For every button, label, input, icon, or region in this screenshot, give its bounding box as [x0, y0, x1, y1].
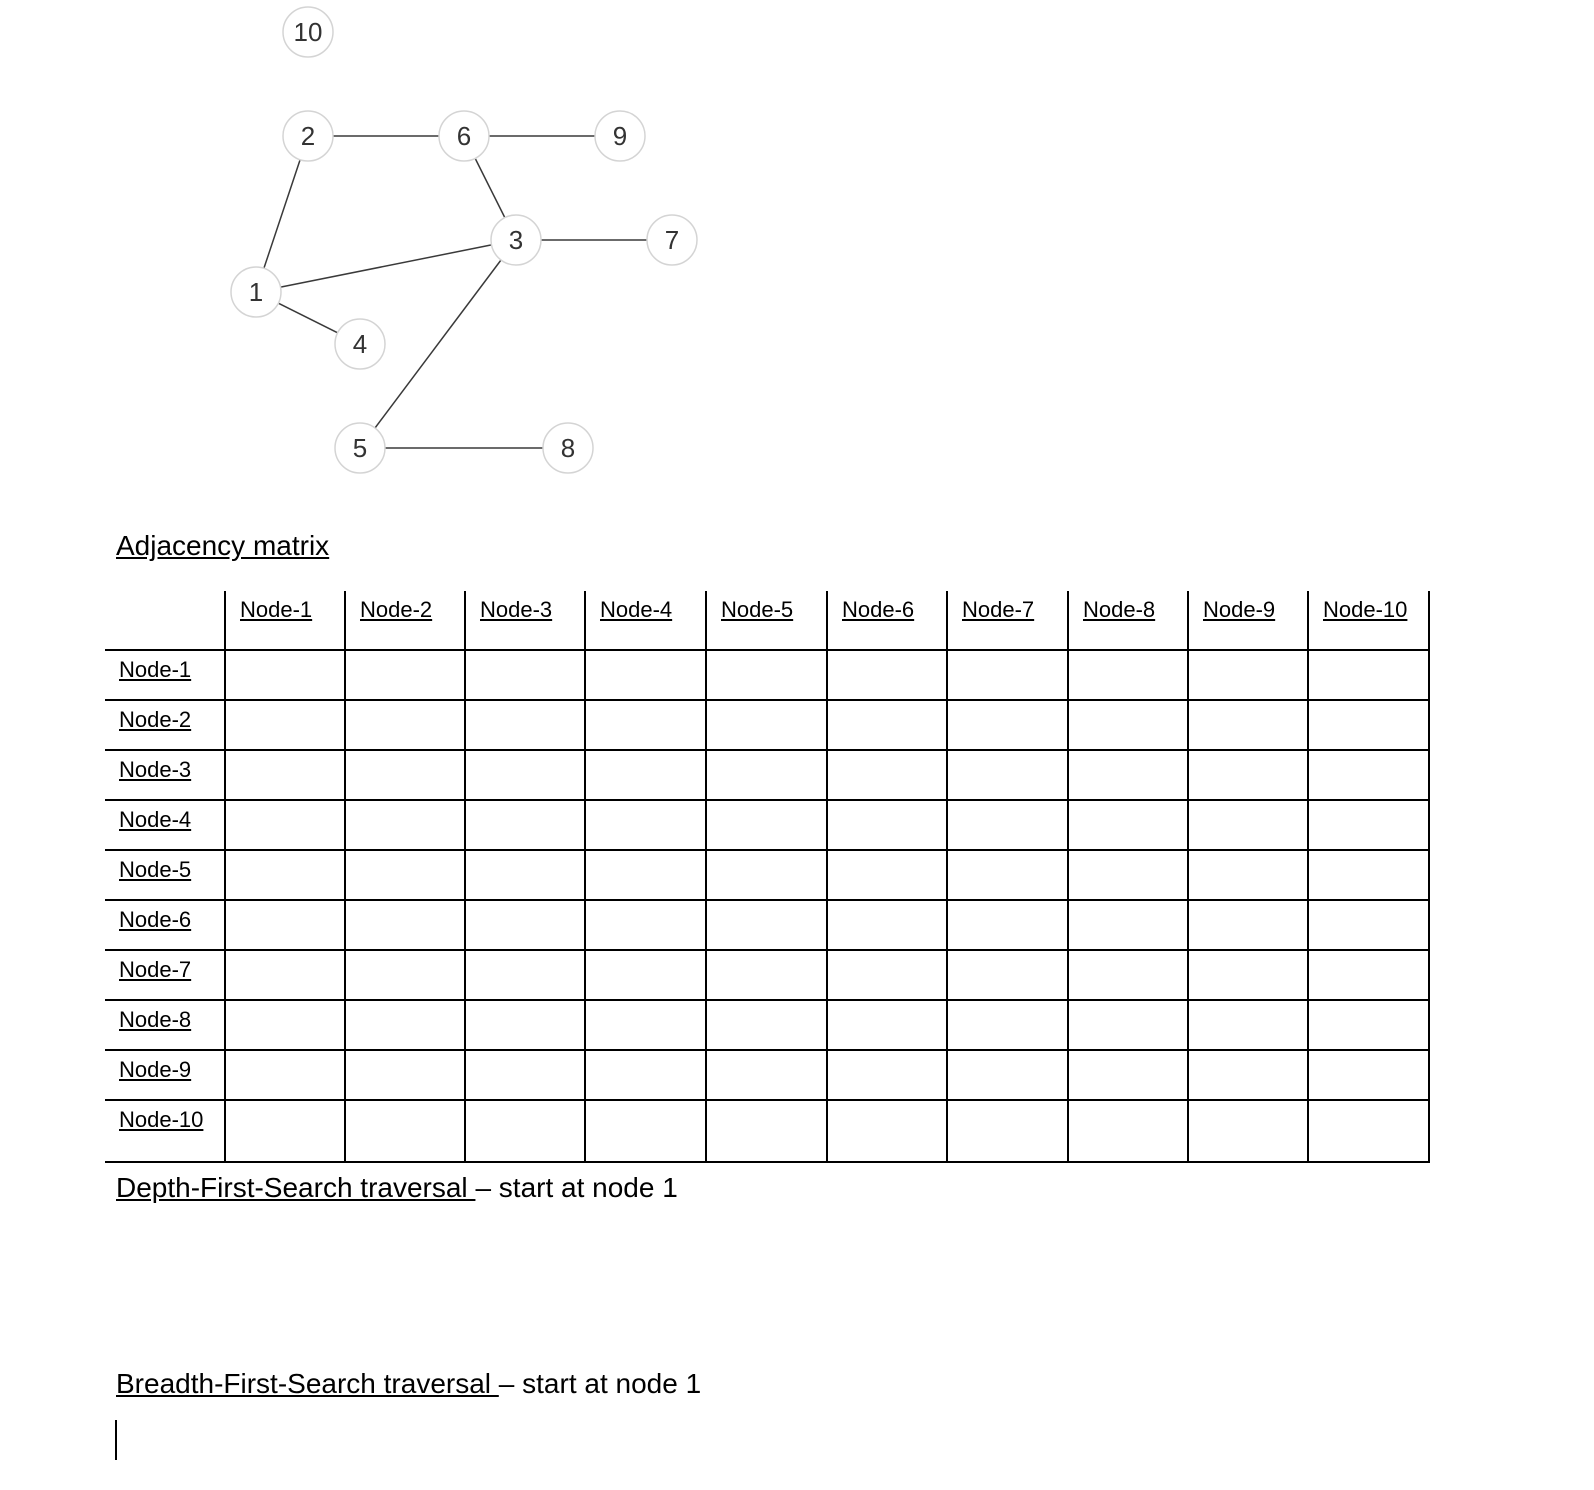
matrix-cell[interactable]: [225, 950, 345, 1000]
adjacency-matrix-title: Adjacency matrix: [116, 530, 330, 561]
node-label: 10: [293, 17, 323, 47]
graph-node-1: [231, 267, 281, 317]
matrix-cell[interactable]: [1068, 1100, 1188, 1162]
column-header-label: Node-2: [360, 597, 433, 622]
row-header-label: Node-9: [119, 1057, 192, 1082]
matrix-cell[interactable]: [585, 1000, 706, 1050]
matrix-cell[interactable]: [827, 950, 947, 1000]
graph-node-2: [283, 111, 333, 161]
matrix-cell[interactable]: [225, 1000, 345, 1050]
matrix-cell[interactable]: [465, 750, 585, 800]
matrix-cell[interactable]: [827, 850, 947, 900]
column-header: [706, 591, 827, 650]
matrix-cell[interactable]: [1188, 1000, 1308, 1050]
matrix-cell[interactable]: [585, 750, 706, 800]
matrix-cell[interactable]: [706, 1100, 827, 1162]
matrix-cell[interactable]: [1188, 700, 1308, 750]
column-header: [1068, 591, 1188, 650]
adjacency-matrix-table: [105, 591, 1430, 1163]
row-header: [105, 750, 225, 800]
row-header: [105, 800, 225, 850]
matrix-cell[interactable]: [706, 850, 827, 900]
graph-edges: [264, 136, 647, 448]
row-header: [105, 950, 225, 1000]
dfs-start-note: – start at node 1: [475, 1172, 678, 1203]
row-header-label: Node-10: [119, 1107, 204, 1132]
row-header: [105, 900, 225, 950]
matrix-cell[interactable]: [225, 1100, 345, 1162]
matrix-cell[interactable]: [947, 1100, 1068, 1162]
row-header: [105, 650, 225, 700]
graph-node-7: [647, 215, 697, 265]
matrix-cell[interactable]: [585, 650, 706, 700]
graph-node-10: [283, 7, 333, 57]
matrix-cell[interactable]: [1068, 750, 1188, 800]
row-header-label: Node-6: [119, 907, 192, 932]
matrix-cell[interactable]: [1308, 700, 1429, 750]
matrix-cell[interactable]: [1068, 1050, 1188, 1100]
matrix-cell[interactable]: [345, 1050, 465, 1100]
matrix-cell[interactable]: [345, 750, 465, 800]
row-header-label: Node-8: [119, 1007, 192, 1032]
matrix-cell[interactable]: [1188, 900, 1308, 950]
matrix-cell[interactable]: [585, 1100, 706, 1162]
matrix-cell[interactable]: [465, 700, 585, 750]
matrix-cell[interactable]: [947, 1000, 1068, 1050]
edge-1-4: [278, 303, 337, 333]
node-label: 1: [248, 277, 264, 307]
matrix-cell[interactable]: [827, 900, 947, 950]
matrix-cell[interactable]: [947, 900, 1068, 950]
matrix-cell[interactable]: [827, 700, 947, 750]
matrix-cell[interactable]: [706, 1000, 827, 1050]
column-header-label: Node-1: [240, 597, 313, 622]
matrix-cell[interactable]: [345, 950, 465, 1000]
matrix-cell[interactable]: [345, 700, 465, 750]
column-header-label: Node-6: [842, 597, 915, 622]
matrix-cell[interactable]: [947, 850, 1068, 900]
row-header: [105, 700, 225, 750]
matrix-cell[interactable]: [345, 850, 465, 900]
node-label: 8: [560, 433, 576, 463]
matrix-cell[interactable]: [1308, 750, 1429, 800]
graph-node-3: [491, 215, 541, 265]
matrix-cell[interactable]: [827, 1100, 947, 1162]
matrix-cell[interactable]: [585, 800, 706, 850]
matrix-cell[interactable]: [1068, 850, 1188, 900]
matrix-cell[interactable]: [1068, 950, 1188, 1000]
column-header-label: Node-5: [721, 597, 794, 622]
matrix-cell[interactable]: [465, 1050, 585, 1100]
matrix-cell[interactable]: [706, 900, 827, 950]
matrix-cell[interactable]: [585, 700, 706, 750]
matrix-row: [105, 1000, 1429, 1050]
matrix-cell[interactable]: [225, 900, 345, 950]
matrix-cell[interactable]: [1188, 850, 1308, 900]
matrix-cell[interactable]: [1308, 1050, 1429, 1100]
row-header-label: Node-5: [119, 857, 192, 882]
matrix-cell[interactable]: [947, 1050, 1068, 1100]
matrix-cell[interactable]: [947, 950, 1068, 1000]
dfs-title: Depth-First-Search traversal: [116, 1172, 476, 1203]
matrix-corner-cell: [105, 591, 225, 650]
graph-node-9: [595, 111, 645, 161]
matrix-cell[interactable]: [706, 950, 827, 1000]
matrix-cell[interactable]: [827, 1050, 947, 1100]
column-header-label: Node-7: [962, 597, 1035, 622]
matrix-cell[interactable]: [345, 1100, 465, 1162]
matrix-cell[interactable]: [1188, 650, 1308, 700]
row-header: [105, 1050, 225, 1100]
adjacency-matrix-heading: [116, 530, 329, 562]
graph-node-8: [543, 423, 593, 473]
matrix-cell[interactable]: [1068, 650, 1188, 700]
matrix-row: [105, 800, 1429, 850]
matrix-cell[interactable]: [345, 1000, 465, 1050]
matrix-cell[interactable]: [225, 650, 345, 700]
matrix-cell[interactable]: [465, 800, 585, 850]
row-header: [105, 1000, 225, 1050]
dfs-heading: [116, 1172, 678, 1204]
column-header-label: Node-8: [1083, 597, 1156, 622]
matrix-cell[interactable]: [465, 650, 585, 700]
matrix-cell[interactable]: [1188, 750, 1308, 800]
matrix-body: [105, 650, 1429, 1162]
row-header-label: Node-4: [119, 807, 192, 832]
matrix-row: [105, 650, 1429, 700]
matrix-cell[interactable]: [1308, 800, 1429, 850]
edge-3-5: [375, 260, 501, 428]
matrix-cell[interactable]: [465, 950, 585, 1000]
column-header: [1188, 591, 1308, 650]
matrix-row: [105, 1100, 1429, 1162]
matrix-cell[interactable]: [225, 1050, 345, 1100]
matrix-cell[interactable]: [465, 900, 585, 950]
matrix-cell[interactable]: [1068, 700, 1188, 750]
matrix-cell[interactable]: [1068, 900, 1188, 950]
edge-1-3: [281, 245, 492, 287]
row-header-label: Node-3: [119, 757, 192, 782]
column-header: [345, 591, 465, 650]
matrix-cell[interactable]: [1188, 1100, 1308, 1162]
matrix-header-row: [105, 591, 1429, 650]
matrix-cell[interactable]: [706, 700, 827, 750]
matrix-row: [105, 900, 1429, 950]
matrix-cell[interactable]: [1308, 1100, 1429, 1162]
matrix-cell[interactable]: [225, 800, 345, 850]
matrix-cell[interactable]: [827, 800, 947, 850]
matrix-cell[interactable]: [1188, 1050, 1308, 1100]
matrix-cell[interactable]: [585, 900, 706, 950]
matrix-cell[interactable]: [465, 1000, 585, 1050]
column-header-label: Node-10: [1323, 597, 1408, 622]
edge-6-3: [475, 158, 505, 217]
matrix-cell[interactable]: [465, 1100, 585, 1162]
matrix-row: [105, 750, 1429, 800]
matrix-cell[interactable]: [827, 1000, 947, 1050]
row-header-label: Node-1: [119, 657, 192, 682]
matrix-cell[interactable]: [827, 650, 947, 700]
row-header: [105, 1100, 225, 1162]
matrix-cell[interactable]: [947, 800, 1068, 850]
node-label: 6: [456, 121, 472, 151]
graph-diagram: [0, 0, 760, 500]
graph-node-5: [335, 423, 385, 473]
matrix-row: [105, 1050, 1429, 1100]
column-header: [1308, 591, 1429, 650]
column-header: [827, 591, 947, 650]
node-label: 2: [300, 121, 316, 151]
matrix-cell[interactable]: [585, 850, 706, 900]
matrix-row: [105, 850, 1429, 900]
row-header: [105, 850, 225, 900]
matrix-cell[interactable]: [1068, 1000, 1188, 1050]
matrix-cell[interactable]: [345, 900, 465, 950]
node-label: 9: [612, 121, 628, 151]
graph-node-6: [439, 111, 489, 161]
matrix-cell[interactable]: [1308, 850, 1429, 900]
matrix-cell[interactable]: [1188, 800, 1308, 850]
bfs-title: Breadth-First-Search traversal: [116, 1368, 499, 1399]
column-header: [585, 591, 706, 650]
column-header: [947, 591, 1068, 650]
matrix-cell[interactable]: [706, 800, 827, 850]
matrix-cell[interactable]: [225, 850, 345, 900]
matrix-cell[interactable]: [706, 650, 827, 700]
matrix-cell[interactable]: [225, 700, 345, 750]
matrix-cell[interactable]: [947, 650, 1068, 700]
node-label: 7: [664, 225, 680, 255]
node-label: 4: [352, 329, 368, 359]
column-header-label: Node-3: [480, 597, 553, 622]
matrix-cell[interactable]: [585, 950, 706, 1000]
matrix-cell[interactable]: [345, 650, 465, 700]
matrix-cell[interactable]: [947, 700, 1068, 750]
matrix-cell[interactable]: [1308, 1000, 1429, 1050]
column-header-label: Node-9: [1203, 597, 1276, 622]
matrix-cell[interactable]: [585, 1050, 706, 1100]
matrix-row: [105, 950, 1429, 1000]
matrix-cell[interactable]: [225, 750, 345, 800]
matrix-cell[interactable]: [706, 750, 827, 800]
column-header-label: Node-4: [600, 597, 673, 622]
matrix-cell[interactable]: [947, 750, 1068, 800]
matrix-cell[interactable]: [706, 1050, 827, 1100]
matrix-cell[interactable]: [465, 850, 585, 900]
matrix-cell[interactable]: [345, 800, 465, 850]
row-header-label: Node-2: [119, 707, 192, 732]
text-cursor[interactable]: [115, 1420, 117, 1460]
matrix-cell[interactable]: [1308, 650, 1429, 700]
graph-node-4: [335, 319, 385, 369]
matrix-cell[interactable]: [827, 750, 947, 800]
edge-2-1: [264, 160, 300, 269]
matrix-cell[interactable]: [1188, 950, 1308, 1000]
matrix-cell[interactable]: [1308, 950, 1429, 1000]
bfs-heading: [116, 1368, 701, 1400]
matrix-cell[interactable]: [1308, 900, 1429, 950]
node-label: 3: [508, 225, 524, 255]
column-header: [465, 591, 585, 650]
matrix-cell[interactable]: [1068, 800, 1188, 850]
matrix-row: [105, 700, 1429, 750]
column-header: [225, 591, 345, 650]
row-header-label: Node-7: [119, 957, 192, 982]
node-label: 5: [352, 433, 368, 463]
bfs-start-note: – start at node 1: [498, 1368, 702, 1399]
